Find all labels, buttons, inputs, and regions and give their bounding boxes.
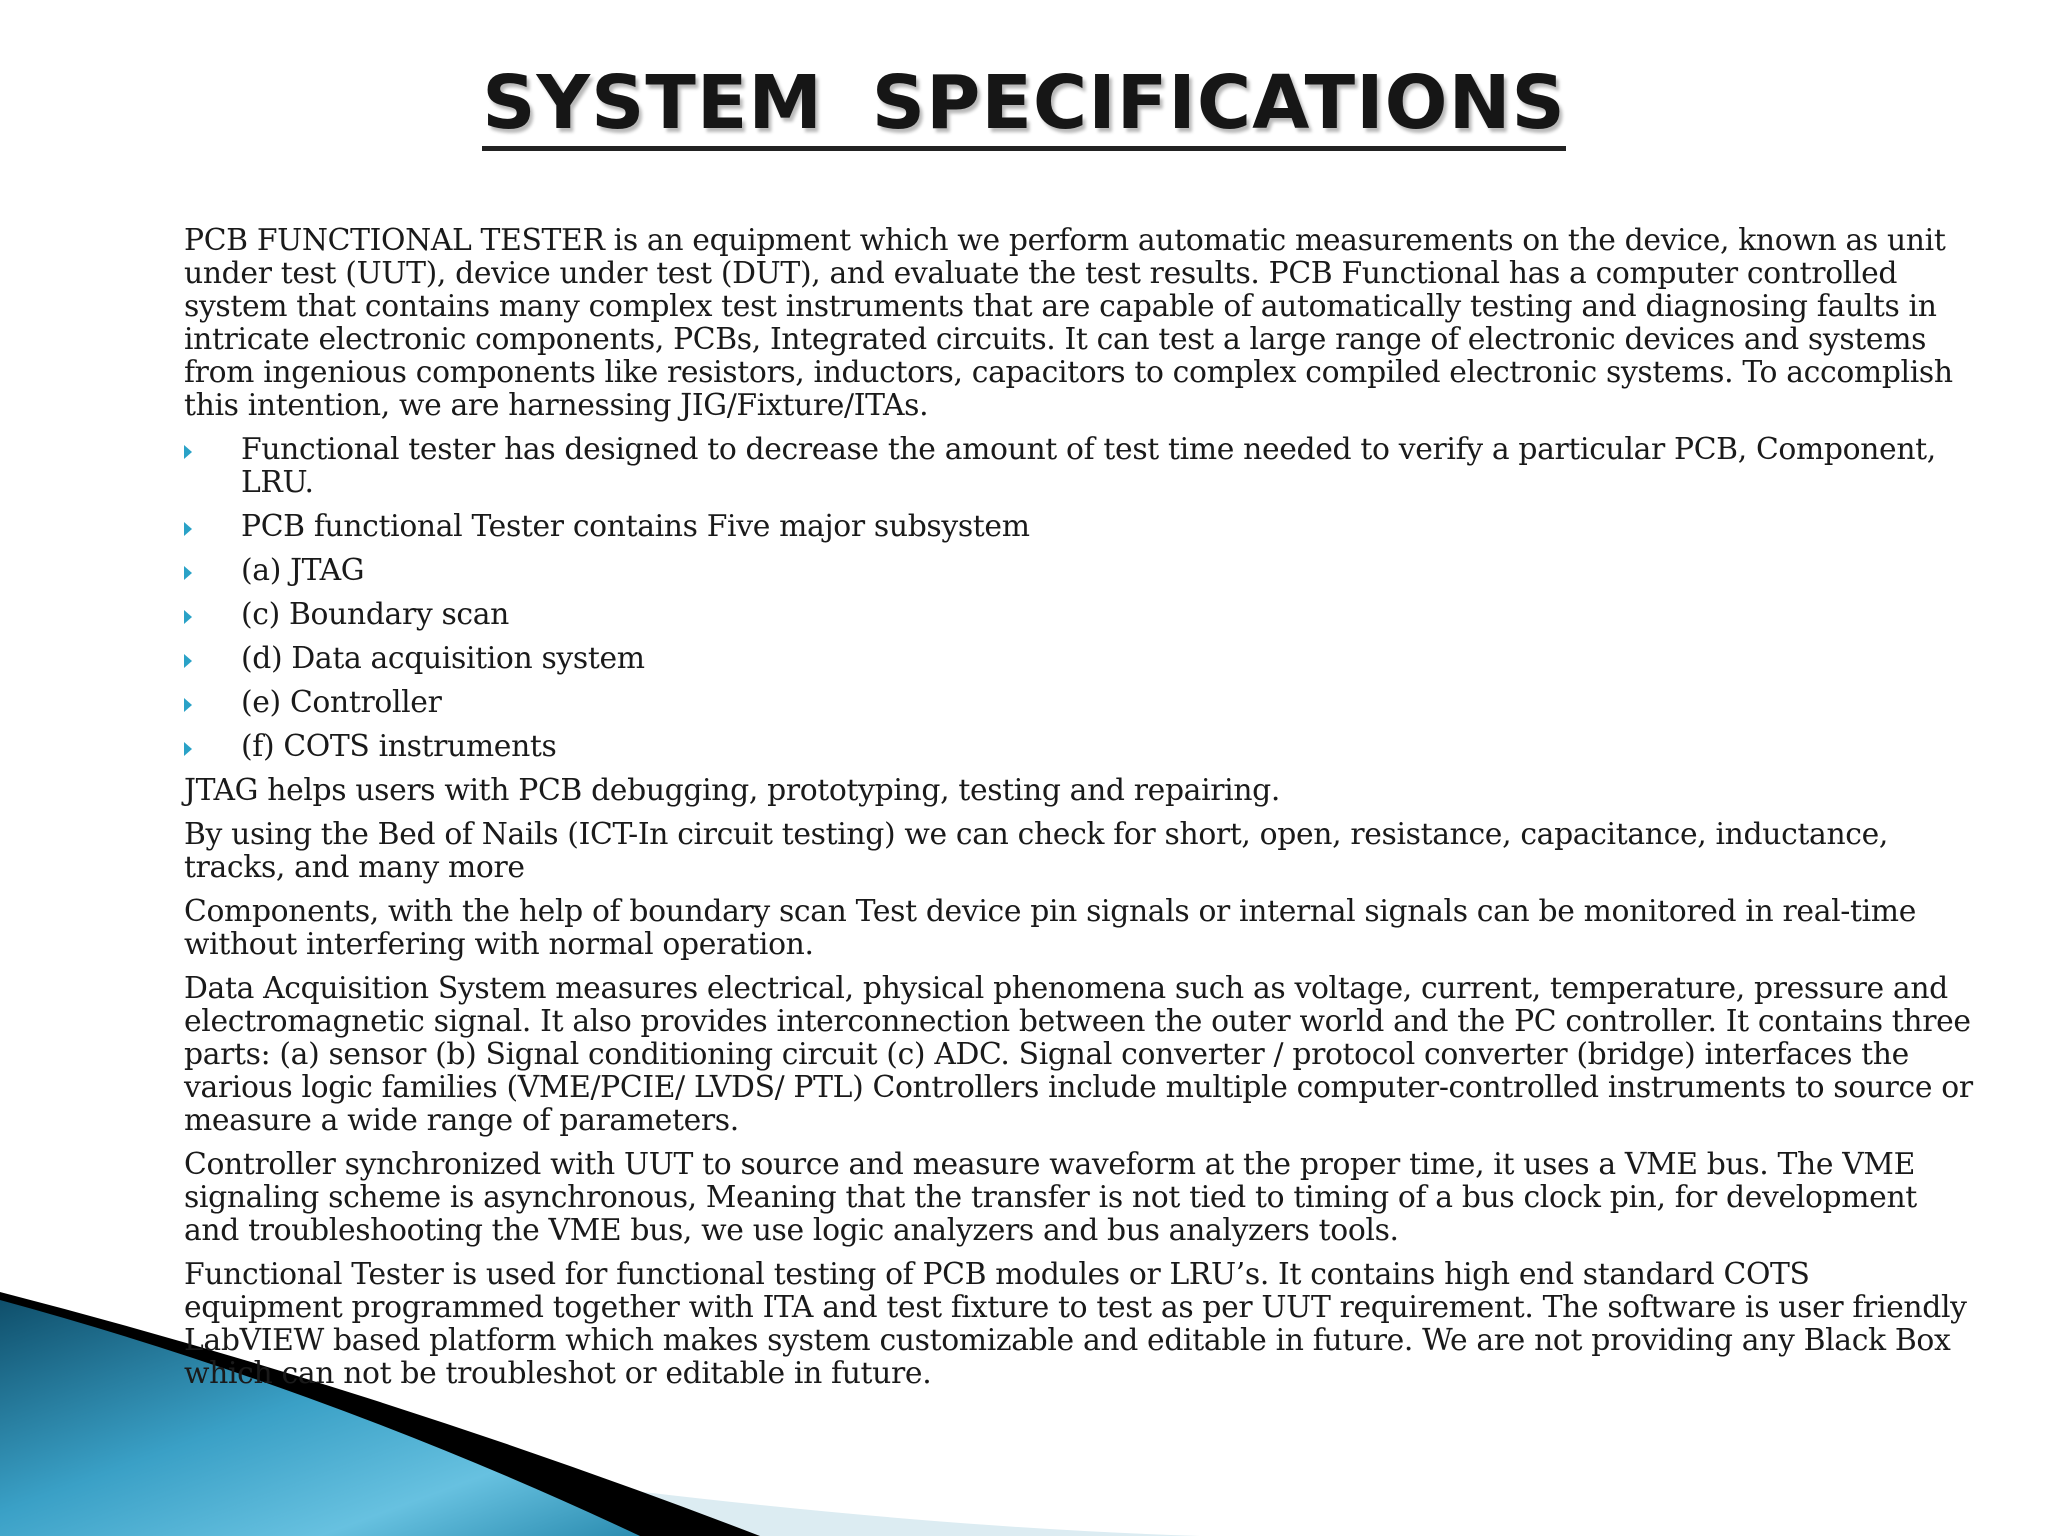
data-acquisition-paragraph: Data Acquisition System measures electrical, physical phenomena such as voltage, current, temperature, pressure and electromagnetic signal. It also provides interconnection between the outer world and the PC controller. It contains three parts: (a) sensor (b) Signal conditioning circuit (c) ADC. Signal converter / protocol converter (bridge) interfaces the various logic families (VME/PCIE/ LVDS/ PTL) Controllers include multiple computer-controlled instruments to source or measure a wide range of parameters. [184,971,1973,1138]
bullet-item [184,510,1974,543]
arrow-bullet-icon [184,566,192,580]
arrow-bullet-icon [184,742,192,756]
arrow-bullet-icon [184,610,192,624]
controller-paragraph: Controller synchronized with UUT to source and measure waveform at the proper time, it uses a VME bus. The VME signaling scheme is asynchronous, Meaning that the transfer is not tied to timing of a bus clock pin, for development and troubleshooting the VME bus, we use logic analyzers and bus analyzers tools. [184,1147,1917,1248]
bullet-item [184,730,1974,763]
slide-title-wrapper [0,60,2048,151]
bullet-text: (a) JTAG [241,553,365,588]
slide-title: SYSTEM SPECIFICATIONS [482,66,1566,151]
bullet-text: PCB functional Tester contains Five major subsystem [241,509,1030,544]
bed-of-nails-paragraph: By using the Bed of Nails (ICT-In circuit testing) we can check for short, open, resistance, capacitance, inductance, tracks, and many more [184,817,1889,885]
boundary-scan-paragraph: Components, with the help of boundary scan Test device pin signals or internal signals can be monitored in real-time without interfering with normal operation. [184,894,1916,962]
bullet-text: (c) Boundary scan [241,597,509,632]
arrow-bullet-icon [184,522,192,536]
bullet-item [184,642,1974,675]
arrow-bullet-icon [184,654,192,668]
slide-body [184,224,1974,1401]
bullet-text: (f) COTS instruments [241,729,557,764]
arrow-bullet-icon [184,445,192,459]
bullet-item [184,686,1974,719]
bullet-item [184,598,1974,631]
bullet-text: Functional tester has designed to decrease the amount of test time needed to verify a particular PCB, Component, LRU. [241,432,1936,500]
bullet-item [184,433,1974,499]
functional-tester-paragraph: Functional Tester is used for functional testing of PCB modules or LRU’s. It contains high end standard COTS equipment programmed together with ITA and test fixture to test as per UUT requirement. The software is user friendly LabVIEW based platform which makes system customizable and editable in future. We are not providing any Black Box which can not be troubleshot or editable in future. [184,1257,1967,1391]
arrow-bullet-icon [184,698,192,712]
bullet-item [184,554,1974,587]
bullet-list [184,433,1974,763]
bullet-text: (d) Data acquisition system [241,641,645,676]
bullet-text: (e) Controller [241,685,442,720]
jtag-paragraph: JTAG helps users with PCB debugging, prototyping, testing and repairing. [184,773,1281,808]
intro-paragraph: PCB FUNCTIONAL TESTER is an equipment which we perform automatic measurements on the device, known as unit under test (UUT), device under test (DUT), and evaluate the test results. PCB Functional has a computer controlled system that contains many complex test instruments that are capable of automatically testing and diagnosing faults in intricate electronic components, PCBs, Integrated circuits. It can test a large range of electronic devices and systems from ingenious components like resistors, inductors, capacitors to complex compiled electronic systems. To accomplish this intention, we are harnessing JIG/Fixture/ITAs. [184,223,1953,423]
